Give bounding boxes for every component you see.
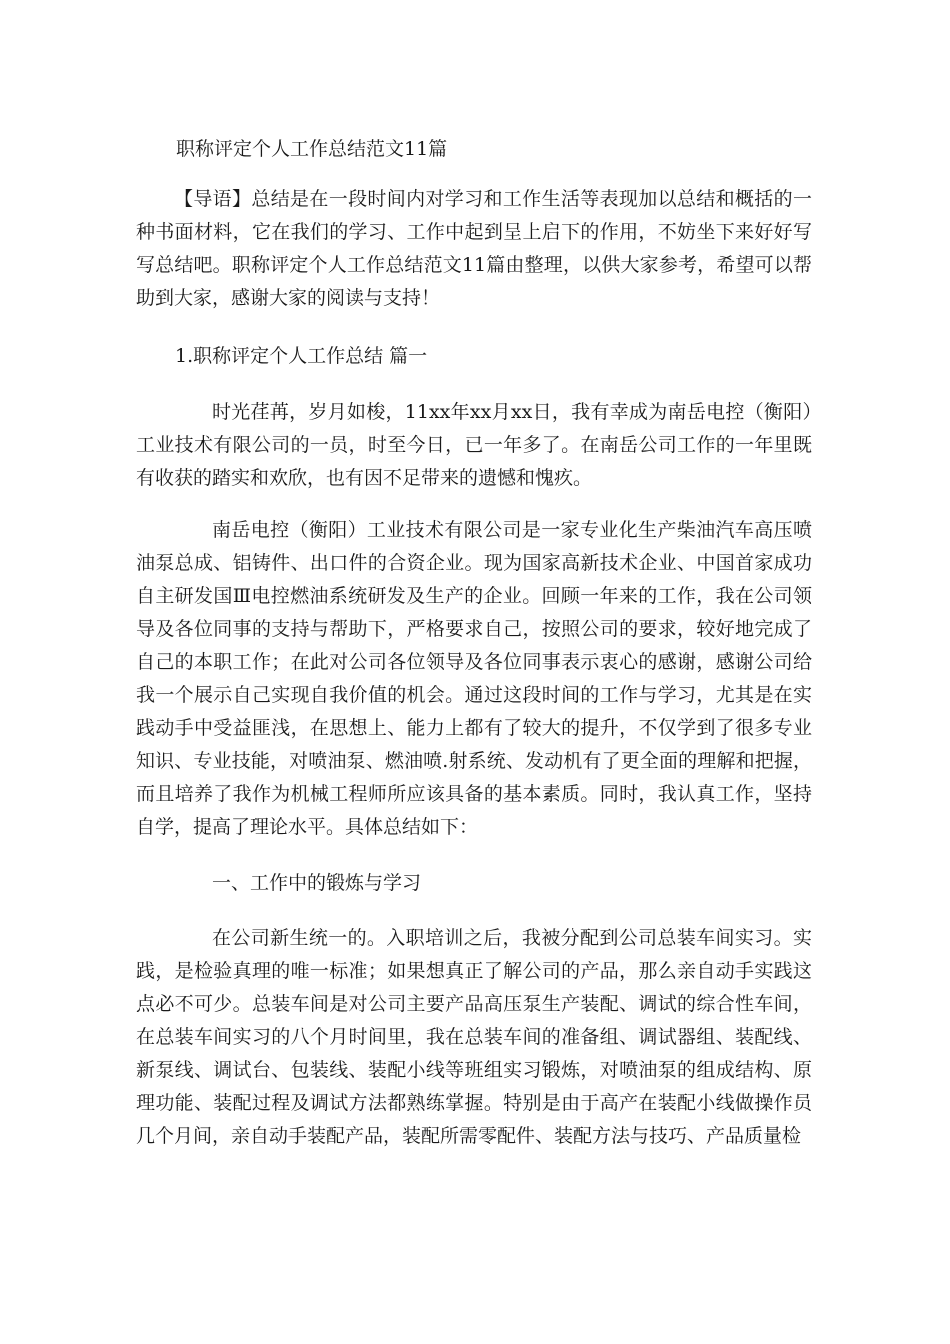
document-title: 职称评定个人工作总结范文11篇 (176, 138, 448, 160)
body-paragraph-1: 时光荏苒，岁月如梭，11xx年xx月xx日，我有幸成为南岳电控（衡阳）工业技术有限公司的一员，时至今日，已一年多了。在南岳公司工作的一年里既有收获的踏实和欢欣，也有因不足带来的遗憾和愧疚。 (136, 401, 812, 489)
intro-paragraph: 【导语】总结是在一段时间内对学习和工作生活等表现加以总结和概括的一种书面材料，它在我们的学习、工作中起到呈上启下的作用，不妨坐下来好好写写总结吧。职称评定个人工作总结范文11篇由整理，以供大家参考，希望可以帮助到大家，感谢大家的阅读与支持！ (136, 188, 812, 309)
body-paragraph-3: 在公司新生统一的。入职培训之后，我被分配到公司总装车间实习。实践，是检验真理的唯一标准；如果想真正了解公司的产品，那么亲自动手实践这点必不可少。总装车间是对公司主要产品高压泵生产装配、调试的综合性车间，在总装车间实习的八个月时间里，我在总装车间的准备组、调试器组、装配线、新泵线、调试台、包装线、装配小线等班组实习锻炼，对喷油泵的组成结构、原理功能、装配过程及调试方法都熟练掌握。特别是由于高产在装配小线做操作员几个月间，亲自动手装配产品，装配所需零配件、装配方法与技巧、产品质量检 (136, 927, 812, 1147)
section-heading: 1.职称评定个人工作总结 篇一 (175, 345, 428, 367)
body-paragraph-2: 南岳电控（衡阳）工业技术有限公司是一家专业化生产柴油汽车高压喷油泵总成、铝铸件、出口件的合资企业。现为国家高新技术企业、中国首家成功自主研发国Ⅲ电控燃油系统研发及生产的企业。回顾一年来的工作，我在公司领导及各位同事的支持与帮助下，严格要求自己，按照公司的要求，较好地完成了自己的本职工作；在此对公司各位领导及各位同事表示衷心的感谢，感谢公司给我一个展示自己实现自我价值的机会。通过这段时间的工作与学习，尤其是在实践动手中受益匪浅，在思想上、能力上都有了较大的提升，不仅学到了很多专业知识、专业技能，对喷油泵、燃油喷.射系统、发动机有了更全面的理解和把握，而且培养了我作为机械工程师所应该具备的基本素质。同时，我认真工作，坚持自学，提高了理论水平。具体总结如下： (136, 519, 812, 838)
subsection-heading: 一、工作中的锻炼与学习 (212, 872, 422, 894)
